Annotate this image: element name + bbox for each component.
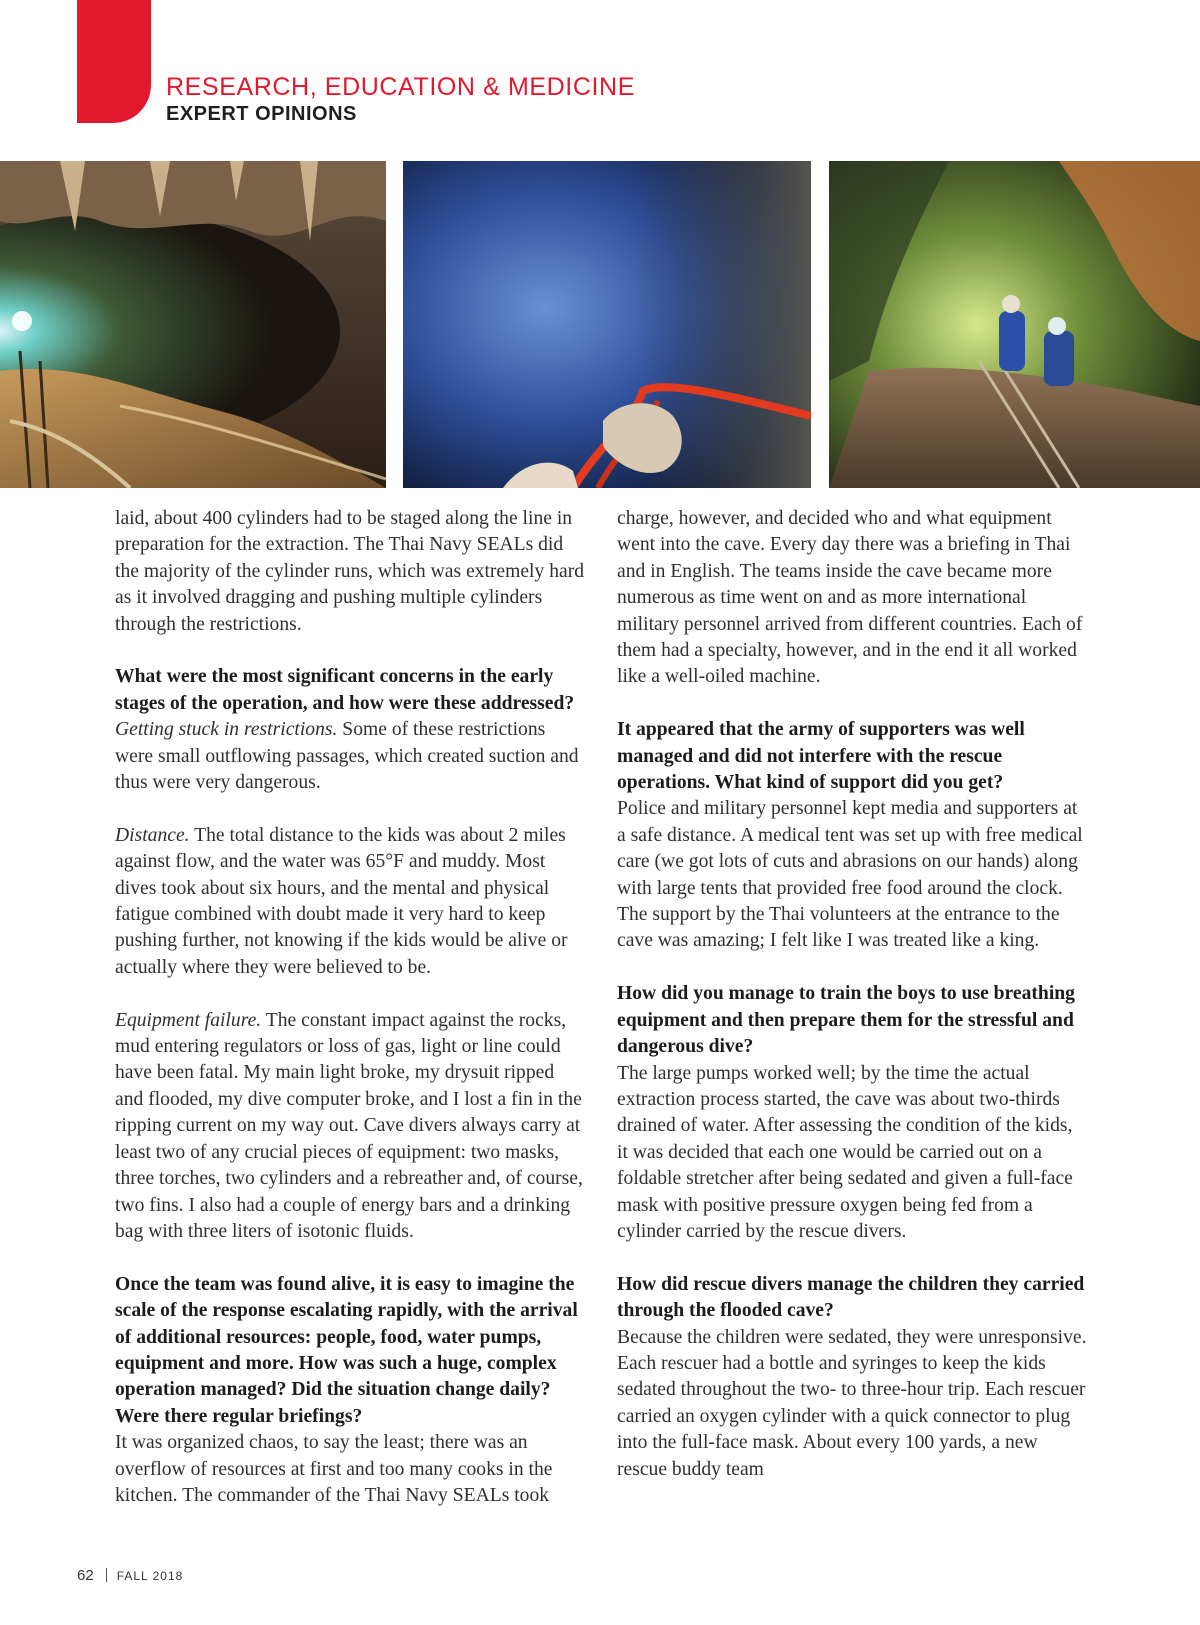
footer-divider: [106, 1568, 107, 1582]
divers-in-cave-photo: [829, 161, 1200, 488]
paragraph: [115, 1008, 585, 1246]
interview-question: How did rescue divers manage the children they carried through the flooded cave?: [617, 1273, 1085, 1322]
page-number: 62: [77, 1567, 94, 1584]
interview-question: Once the team was found alive, it is easy to imagine the scale of the response escalating rapidly, with the arrival of additional resources: people, food, water pumps, equipment and more. How was such a huge, complex operation managed? Did the situation change daily? Were there regular briefings?: [115, 1273, 578, 1427]
answer-text: The total distance to the kids was about 2 miles against flow, and the water was 65°F and muddy. Most dives took about six hours, and the mental and physical fatigue combined with doubt made it very hard to keep pushing further, not knowing if the kids would be alive or actually where they were believed to be.: [115, 824, 568, 978]
answer-lead-in: Distance.: [115, 824, 190, 846]
paragraph: charge, however, and decided who and what equipment went into the cave. Every day there was a briefing in Thai and in English. The teams inside the cave became more numerous as time went on and as more international military personnel arrived from different countries. Each of them had a specialty, however, and in the end it all worked like a well-oiled machine.: [617, 508, 1083, 688]
paragraph: Because the children were sedated, they were unresponsive. Each rescuer had a bottle and syringes to keep the kids sedated throughout the two- to three-hour trip. Each rescuer carried an oxygen cylinder with a quick connector to plug into the full-face mask. About every 100 yards, a new rescue buddy team: [617, 1326, 1087, 1480]
interview-question: How did you manage to train the boys to use breathing equipment and then prepare them for the stressful and dangerous dive?: [617, 983, 1075, 1058]
answer-lead-in: Getting stuck in restrictions.: [115, 719, 338, 741]
answer-text: The constant impact against the rocks, mud entering regulators or loss of gas, light or line could have been fatal. My main light broke, my drysuit ripped and flooded, my dive computer broke, and I lost a fin in the ripping current on my way out. Cave divers always carry at least two of any crucial pieces of equipment: two masks, three torches, two cylinders and a rebreather and, of course, two fins. I also had a couple of energy bars and a drinking bag with three liters of isotonic fluids.: [115, 1009, 583, 1242]
blue-light-rope-photo: [403, 161, 811, 488]
section-subtitle: EXPERT OPINIONS: [166, 103, 357, 125]
paragraph: It was organized chaos, to say the least; there was an overflow of resources at first and too many cooks in the kitchen. The commander of the Thai Navy SEALs took: [115, 1432, 553, 1506]
answer-lead-in: Equipment failure.: [115, 1009, 262, 1031]
section-title: RESEARCH, EDUCATION & MEDICINE: [166, 73, 635, 101]
paragraph: laid, about 400 cylinders had to be staged along the line in preparation for the extraction. The Thai Navy SEALs did the majority of the cylinder runs, which was extremely hard as it involved dragging and pushing multiple cylinders through the restrictions.: [115, 508, 585, 635]
issue-label: FALL 2018: [116, 1569, 184, 1583]
interview-question: It appeared that the army of supporters was well managed and did not interfere with the rescue operations. What kind of support did you get?: [617, 719, 1025, 794]
page-footer: [77, 1567, 183, 1584]
interview-question: What were the most significant concerns in the early stages of the operation, and how were these addressed?: [115, 666, 575, 714]
paragraph: The large pumps worked well; by the time the actual extraction process started, the cave was about two-thirds drained of water. After assessing the condition of the kids, it was decided that each one would be carried out on a foldable stretcher after being sedated and given a full-face mask with positive pressure oxygen being fed from a cylinder carried by the rescue divers.: [617, 1062, 1073, 1242]
paragraph: Police and military personnel kept media and supporters at a safe distance. A medical tent was set up with free medical care (we got lots of cuts and abrasions on our hands) along with large tents that provided free food around the clock. The support by the Thai volunteers at the entrance to the cave was amazing; I felt like I was treated like a king.: [617, 798, 1083, 952]
section-color-tab: [77, 0, 151, 123]
paragraph: [115, 717, 585, 796]
article-column-right: [617, 506, 1087, 1483]
answer-text: Some of these restrictions were small outflowing passages, which created suction and thus were very dangerous.: [115, 719, 579, 794]
paragraph: [115, 823, 585, 981]
cave-chamber-photo: [0, 161, 386, 488]
article-column-left: [115, 506, 585, 1509]
